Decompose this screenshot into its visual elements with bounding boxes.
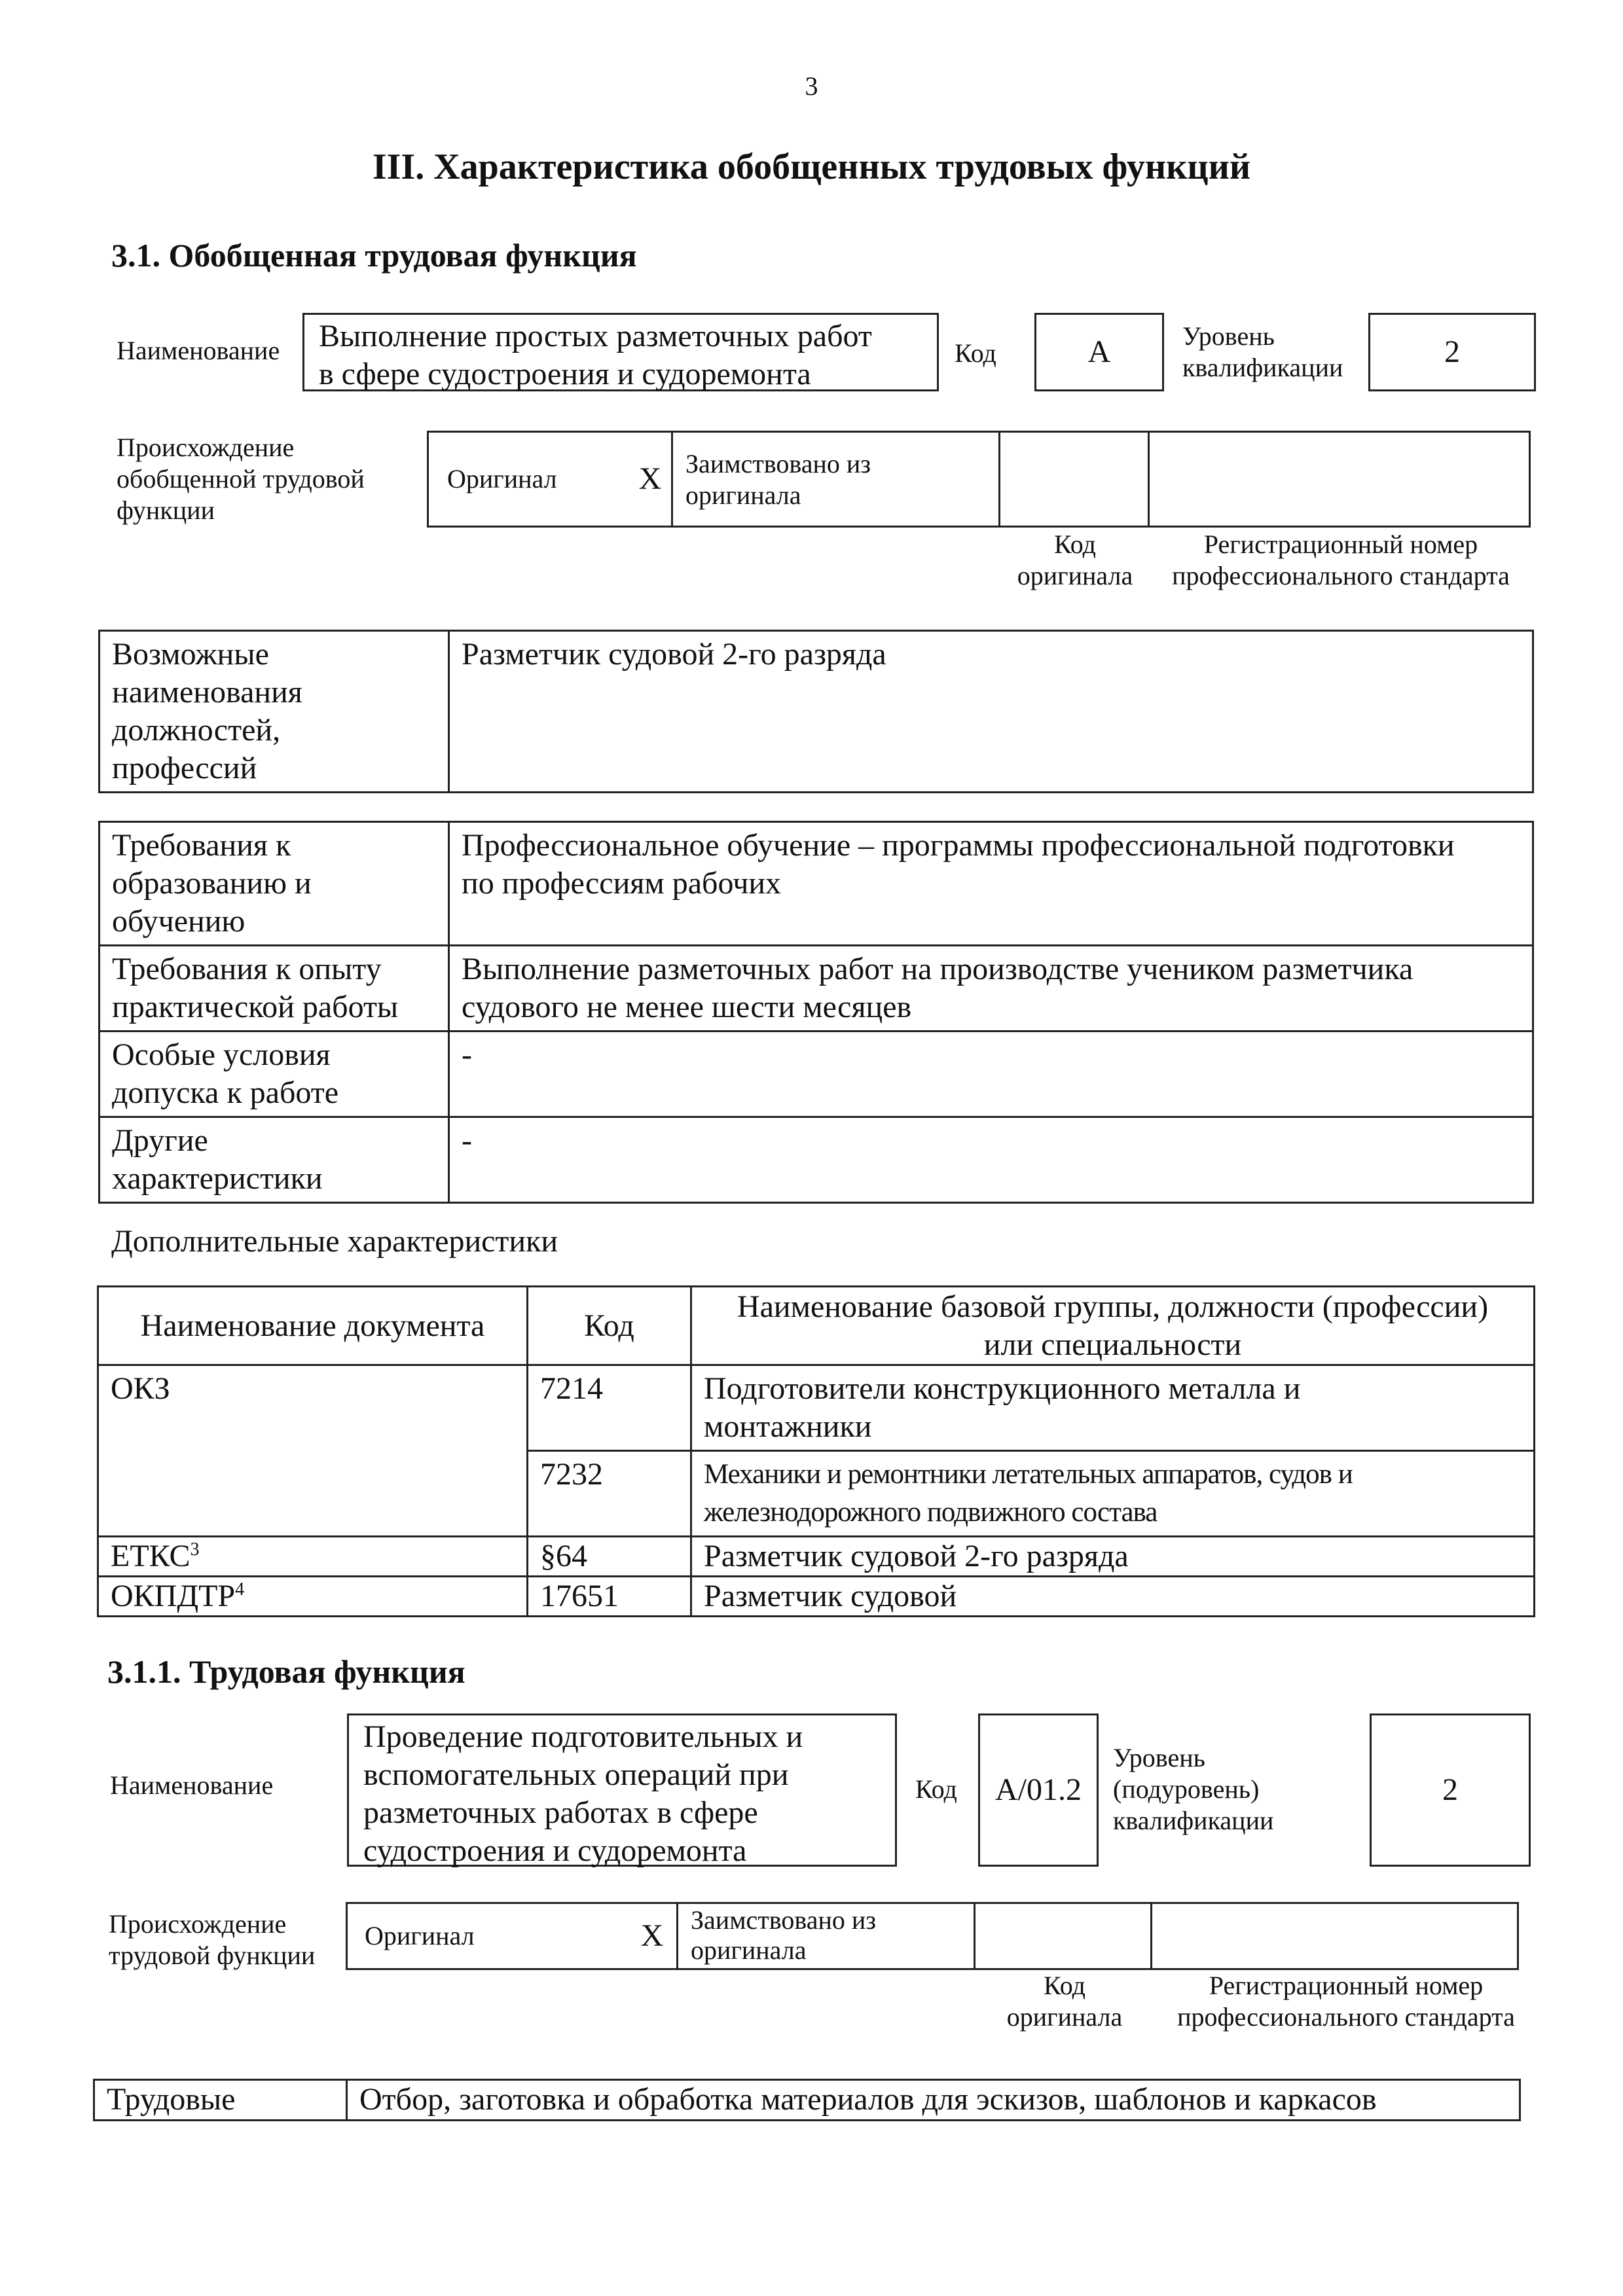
positions-row [100, 631, 1533, 793]
tf-origin-label-line2: трудовой функции [109, 1941, 316, 1970]
tf-name-value-line3: разметочных работах в сфере [363, 1795, 758, 1830]
gtf-heading: 3.1. Обобщенная трудовая функция [111, 237, 637, 274]
tf-code-original-caption [986, 1970, 1143, 2033]
gtf-original-mark: X [638, 461, 662, 496]
requirement-value-cell [449, 1117, 1533, 1203]
tf-level-box [1370, 1713, 1531, 1867]
actions-table [93, 2079, 1521, 2121]
gtf-code-original-line2: оригинала [1017, 561, 1133, 590]
tf-code-original-line2: оригинала [1006, 2002, 1123, 2032]
footnote-mark: 3 [190, 1539, 200, 1560]
requirement-row [100, 1117, 1533, 1203]
tf-level-label-line2: (подуровень) [1113, 1774, 1260, 1804]
cell-code: §64 [528, 1537, 691, 1577]
additional-table [97, 1285, 1535, 1617]
cell-name [691, 1451, 1535, 1537]
requirement-value-cell [449, 1031, 1533, 1117]
actions-label: Трудовые [94, 2080, 347, 2121]
requirement-value-line: - [462, 1037, 472, 1072]
requirement-label-cell [100, 1031, 449, 1117]
positions-value-cell [449, 631, 1533, 793]
requirement-value-cell [449, 822, 1533, 946]
requirement-value-line: судового не менее шести месяцев [462, 990, 912, 1024]
positions-label-line2: наименования [112, 675, 302, 709]
requirement-value-line: по профессиям рабочих [462, 866, 782, 901]
cell-code: 7214 [528, 1365, 691, 1451]
cell-code: 7232 [528, 1451, 691, 1537]
tf-reg-number-line1: Регистрационный номер [1209, 1971, 1484, 2000]
additional-header-row [98, 1287, 1535, 1365]
requirement-value-cell [449, 946, 1533, 1031]
tf-borrowed-label [691, 1905, 876, 1965]
tf-reg-number-line2: профессионального стандарта [1177, 2002, 1515, 2032]
gtf-origin-label-line2: обобщенной трудовой [117, 464, 365, 493]
gtf-name-box [302, 313, 939, 391]
requirement-label-line: характеристики [112, 1161, 323, 1196]
cell-name [691, 1365, 1535, 1451]
tf-name-value-line4: судостроения и судоремонта [363, 1833, 747, 1868]
requirement-label-cell [100, 822, 449, 946]
cell-doc [98, 1577, 528, 1617]
gtf-origin-table [427, 431, 1531, 528]
gtf-name-value-line1: Выполнение простых разметочных работ [319, 319, 872, 353]
tf-origin-divider-2 [974, 1904, 976, 1968]
gtf-original-label: Оригинал [447, 464, 557, 493]
gtf-code-label: Код [955, 338, 996, 368]
requirement-label-line: допуска к работе [112, 1075, 339, 1110]
tf-origin-label [109, 1909, 315, 1971]
header-group-line2: или специальности [983, 1327, 1242, 1362]
cell-name-line: монтажники [704, 1409, 872, 1444]
requirement-value-line: - [462, 1123, 472, 1158]
requirements-table [98, 821, 1534, 1204]
requirement-label-line: Требования к опыту [112, 952, 382, 986]
gtf-reg-number-caption [1158, 529, 1524, 592]
cell-doc-text: ОКПДТР [111, 1579, 236, 1613]
tf-origin-divider-1 [676, 1904, 678, 1968]
requirement-label-line: образованию и [112, 866, 312, 901]
tf-original-label: Оригинал [365, 1921, 475, 1950]
gtf-code-original-caption [996, 529, 1154, 592]
gtf-name-value-line2: в сфере судостроения и судоремонта [319, 357, 811, 391]
requirement-label-line: Особые условия [112, 1037, 331, 1072]
table-row [98, 1365, 1535, 1451]
tf-level-label-line1: Уровень [1113, 1743, 1205, 1772]
requirement-value-line: Профессиональное обучение – программы профессиональной подготовки [462, 828, 1455, 863]
positions-label-line3: должностей, [112, 713, 281, 747]
gtf-reg-number-line1: Регистрационный номер [1203, 529, 1478, 559]
requirement-label-line: Другие [112, 1123, 208, 1158]
gtf-level-label-line2: квалификации [1182, 353, 1343, 382]
gtf-borrowed-label-line1: Заимствовано из [685, 449, 871, 478]
positions-label-line1: Возможные [112, 637, 269, 672]
requirement-label-cell [100, 1117, 449, 1203]
gtf-code-value: А [1087, 334, 1111, 369]
cell-name-line: Механики и ремонтники летательных аппаратов, судов и [704, 1459, 1353, 1490]
tf-borrowed-label-line2: оригинала [691, 1935, 807, 1965]
gtf-reg-number-line2: профессионального стандарта [1172, 561, 1510, 590]
tf-origin-label-line1: Происхождение [109, 1909, 287, 1939]
requirement-label-line: практической работы [112, 990, 399, 1024]
gtf-level-label-line1: Уровень [1182, 321, 1275, 351]
cell-doc [98, 1537, 528, 1577]
gtf-level-value: 2 [1444, 334, 1460, 369]
tf-code-label: Код [915, 1774, 957, 1804]
requirement-row [100, 822, 1533, 946]
tf-origin-table [346, 1902, 1519, 1970]
gtf-code-box [1034, 313, 1164, 391]
tf-borrowed-label-line1: Заимствовано из [691, 1905, 877, 1935]
positions-value: Разметчик судовой 2-го разряда [462, 637, 886, 672]
positions-table [98, 630, 1534, 793]
requirement-label-line: Требования к [112, 828, 291, 863]
additional-title: Дополнительные характеристики [111, 1224, 558, 1259]
requirement-row [100, 1031, 1533, 1117]
gtf-borrowed-label [685, 448, 871, 511]
tf-code-value: А/01.2 [995, 1772, 1082, 1807]
tf-level-value: 2 [1442, 1772, 1458, 1807]
header-group-line1: Наименование базовой группы, должности (профессии) [737, 1289, 1489, 1324]
actions-value: Отбор, заготовка и обработка материалов для эскизов, шаблонов и каркасов [347, 2080, 1520, 2121]
cell-name-line: Подготовители конструкционного металла и [704, 1371, 1301, 1406]
gtf-origin-divider-2 [998, 433, 1000, 526]
requirement-value-line: Выполнение разметочных работ на производстве учеником разметчика [462, 952, 1413, 986]
tf-level-label-line3: квалификации [1113, 1806, 1274, 1835]
tf-name-value-line1: Проведение подготовительных и [363, 1719, 803, 1754]
gtf-borrowed-label-line2: оригинала [685, 480, 801, 510]
tf-name-box [347, 1713, 897, 1867]
gtf-origin-divider-3 [1148, 433, 1150, 526]
cell-name-line: железнодорожного подвижного состава [704, 1497, 1158, 1528]
tf-origin-divider-3 [1150, 1904, 1152, 1968]
gtf-origin-divider-1 [671, 433, 673, 526]
tf-name-label: Наименование [110, 1770, 274, 1800]
positions-label-cell [100, 631, 449, 793]
positions-label-line4: профессий [112, 751, 257, 785]
cell-code: 17651 [528, 1577, 691, 1617]
gtf-origin-label [117, 432, 365, 526]
gtf-origin-label-line3: функции [117, 495, 215, 525]
gtf-origin-label-line1: Происхождение [117, 433, 295, 462]
cell-name: Разметчик судовой 2-го разряда [691, 1537, 1535, 1577]
requirement-row [100, 946, 1533, 1031]
actions-row [94, 2080, 1520, 2121]
tf-level-label [1113, 1742, 1273, 1837]
cell-doc: ОКЗ [98, 1365, 528, 1537]
section-title: III. Характеристика обобщенных трудовых функций [372, 147, 1251, 187]
requirement-label-line: обучению [112, 904, 246, 939]
tf-code-box [978, 1713, 1099, 1867]
requirement-label-cell [100, 946, 449, 1031]
cell-name: Разметчик судовой [691, 1577, 1535, 1617]
gtf-level-box [1368, 313, 1536, 391]
header-doc: Наименование документа [98, 1287, 528, 1365]
table-row [98, 1537, 1535, 1577]
header-group [691, 1287, 1535, 1365]
table-row [98, 1577, 1535, 1617]
header-code: Код [528, 1287, 691, 1365]
gtf-name-label: Наименование [117, 336, 280, 365]
gtf-code-original-line1: Код [1054, 529, 1096, 559]
tf-original-mark: X [640, 1918, 664, 1953]
footnote-mark: 4 [235, 1579, 245, 1600]
cell-doc-text: ЕТКС [111, 1539, 191, 1573]
tf-reg-number-caption [1163, 1970, 1529, 2033]
tf-name-value-line2: вспомогательных операций при [363, 1757, 789, 1792]
gtf-level-label [1182, 321, 1343, 384]
tf-heading: 3.1.1. Трудовая функция [107, 1653, 465, 1690]
tf-code-original-line1: Код [1044, 1971, 1085, 2000]
page-number: 3 [805, 71, 818, 101]
